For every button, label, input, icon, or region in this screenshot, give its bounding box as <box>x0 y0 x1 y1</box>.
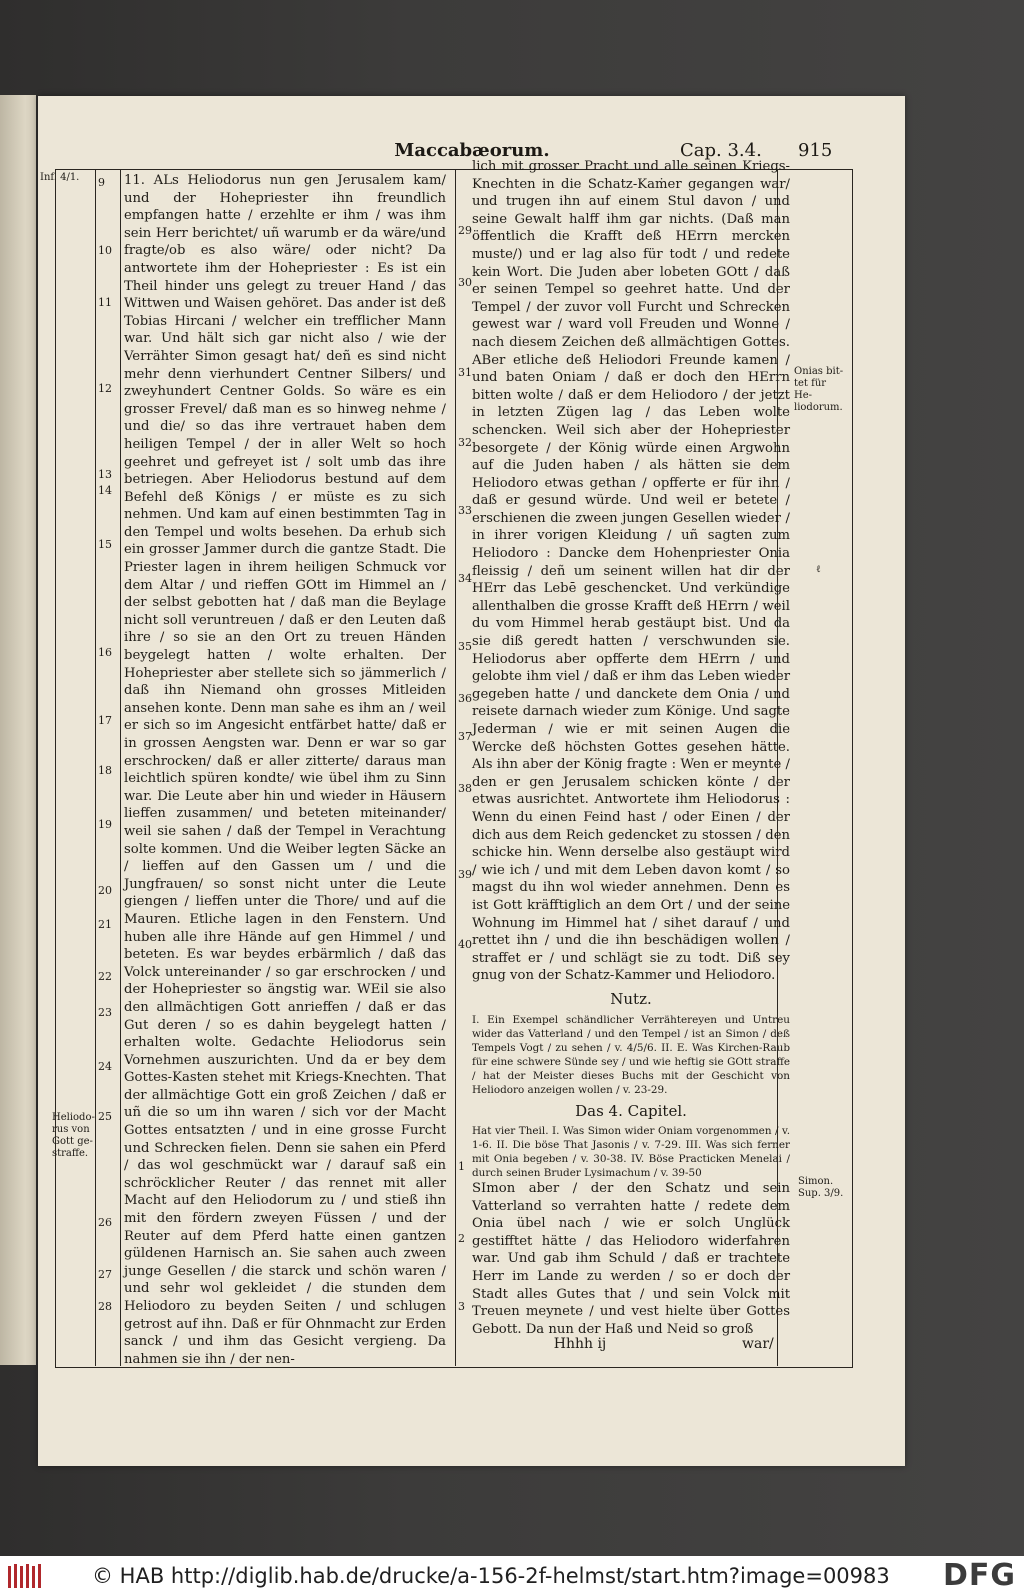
verse-number: 32 <box>458 436 472 449</box>
verse-number: 21 <box>98 918 112 931</box>
verse-number: 14 <box>98 484 112 497</box>
column-right <box>472 158 790 1358</box>
previous-page-edge <box>0 95 36 1365</box>
dfg-logo: DFG <box>942 1558 1016 1593</box>
signature-mark: Hhhh ij <box>553 1336 607 1352</box>
verse-number: 26 <box>98 1216 112 1229</box>
page-number: 915 <box>798 140 833 161</box>
chapter-label: Cap. 3.4. <box>680 140 762 161</box>
verse-number: 31 <box>458 366 472 379</box>
verse-number: 23 <box>98 1006 112 1019</box>
catchword: war/ <box>742 1336 774 1352</box>
verse-number: 35 <box>458 640 472 653</box>
running-title: Maccabæorum. <box>394 140 550 161</box>
verse-number: 33 <box>458 504 472 517</box>
verse-number: 16 <box>98 646 112 659</box>
verse-number: 27 <box>98 1268 112 1281</box>
verse-number: 37 <box>458 730 472 743</box>
column-left <box>124 172 446 1367</box>
verse-number: 3 <box>458 1300 465 1313</box>
chapter-summary: Hat vier Theil. I. Was Simon wider Oniam vorgenommen / v. 1-6. II. Die böse That Jasonis / v. 7-29. III. Was sich ferner mit Onia begeben / v. 30-38. IV. Böse Practicken Menelai / durch seinen Bruder Lysimachum / v. 39-50 <box>472 1125 790 1180</box>
nutz-text: I. Ein Exempel schändlicher Verrähtereyen und Untreu wider das Vatterland / und den Tempel / ist an Simon / deß Tempels Vogt / zu sehen / v. 4/5/6. II. E. Was Kirchen-Raub für eine schwere Sünde sey / und wie heftig sie GOtt straffe / hat der Meister dieses Buchs mit der Geschicht von Heliodoro anzeigen wollen / v. 23-29. <box>472 1013 790 1096</box>
footer-bar <box>0 1556 1024 1596</box>
margin-note-onias: Onias bit-tet für He-liodorum. <box>794 366 844 413</box>
verse-number: 40 <box>458 938 472 951</box>
verse-number: 20 <box>98 884 112 897</box>
verse-number: 11 <box>98 296 112 309</box>
margin-note-heliodorus: Heliodo-rus von Gott ge-straffe. <box>52 1112 95 1159</box>
verse-number: 10 <box>98 244 112 257</box>
verse-number: 34 <box>458 572 472 585</box>
verse-number: 28 <box>98 1300 112 1313</box>
verse-number: 36 <box>458 692 472 705</box>
verse-number: 15 <box>98 538 112 551</box>
verse-number: 12 <box>98 382 112 395</box>
verse-number: 9 <box>98 176 105 189</box>
column-divider <box>455 169 456 1366</box>
verse-number: 29 <box>458 224 472 237</box>
chapter-text: SImon aber / der den Schatz und sein Vatterland so verrahten hatte / redete dem Onia übel nach / wie er solch Unglück gestifftet hätte / das Heliodoro widerfahren war. Und gab ihm Schuld / daß er trachtete Herr im Lande zu werden / so er doch der Stadt alles Gutes that / und sein Volck mit Treuen meynete / und vest hielte über Gottes Gebott. Da nun der Haß und Neid so groß <box>472 1181 790 1337</box>
verse-number: 17 <box>98 714 112 727</box>
verse-number: 22 <box>98 970 112 983</box>
margin-note-simon: Simon. Sup. 3/9. <box>798 1176 844 1199</box>
nutz-heading: Nutz. <box>610 989 652 1008</box>
verse-number: 13 <box>98 468 112 481</box>
verse-number: 25 <box>98 1110 112 1123</box>
column-right-text: lich mit grosser Pracht und alle seinen Kriegs-Knechten in die Schatz-Kaṁer gegangen war/ und trugen ihn auf einem Stul davon / und seine Gewalt halff ihm gar nichts. (Daß man öffentlich die Krafft deß HErrn mercken muste/) und er lag also für todt / und redete kein Wort. Die Juden aber lobeten GOtt / daß er seinen Tempel so geehret hatte. Und der Tempel / der zuvor voll Furcht und Schrecken gewest war / ward voll Freuden und Wonne / nach diesem Zeichen deß allmächtigen Gottes. ABer etliche deß Heliodori Freunde kamen / und baten Oniam / daß er doch den HErrn bitten wolte / daß er dem Heliodoro / der jetzt in letzten Zügen lag / das Leben wolte schencken. Weil sich aber der Hohepriester besorgete / der König würde einen Argwohn auf die Juden haben / als hätten sie dem Heliodoro etwas gethan / opfferte er für ihn / daß er gesund würde. Und weil er betete / erschienen die zween jungen Gesellen wieder / in ihrer vorigen Kleidung / uñ sagten zum Heliodoro : Dancke dem Hohenpriester Onia fleissig / deñ um seinent willen hat dir der HErr das Lebē geschencket. Und verkündige allenthalben die grosse Krafft deß HErrn / weil du vom Himmel herab gestäupt bist. Und da sie diß geredt hatten / verschwunden sie. Heliodorus aber opfferte dem HErrn / und gelobte ihm viel / daß er ihm das Leben wieder gegeben hatte / und danckete dem Onia / und reisete darnach wieder zum Könige. Und sagte Jederman / wie er mit seinen Augen die Wercke deß höchsten Gottes gesehen hätte. Als ihn aber der König fragte : Wen er meynte / den er gen Jerusalem schicken könte / der etwas ausrichtet. Antwortete ihm Heliodorus : Wenn du einen Feind hast / oder Einen / der dich aus dem Reich gedencket zu stossen / den schicke hin. Wenn derselbe also gestäupt wird / wie ich / und mit dem Leben davon komt / so magst du ihn wol wieder annehmen. Denn es ist Gott kräfftiglich an dem Ort / und der seine Wohnung im Himmel hat / sihet darauf / und rettet ihn / und die ihn beschädigen wollen / straffet er / und schlägt sie zu todt. Diß sey gnug von der Schatz-Kammer und Heliodoro. <box>472 159 790 984</box>
verse-number: 39 <box>458 868 472 881</box>
left-margin-rule <box>95 169 96 1366</box>
chapter-heading: Das 4. Capitel. <box>575 1101 687 1120</box>
verse-number: 30 <box>458 276 472 289</box>
verse-number: 19 <box>98 818 112 831</box>
hab-logo-icon <box>6 1560 46 1592</box>
verse-number: 24 <box>98 1060 112 1073</box>
verse-number: 2 <box>458 1232 465 1245</box>
verse-number: 18 <box>98 764 112 777</box>
margin-mark: ℓ <box>816 564 821 575</box>
source-url-link[interactable]: © HAB http://diglib.hab.de/drucke/a-156-2f-helmst/start.htm?image=00983 <box>92 1564 890 1588</box>
column-left-text: 11. ALs Heliodorus nun gen Jerusalem kam/ und der Hohepriester ihn freundlich empfangen hatte / erzehlte er ihm / was ihm sein Herr berichtet/ uñ warumb er da wäre/und fragte/ob es also wäre/ oder nicht? Da antwortete ihm der Hohepriester : Es ist ein Theil hinder uns gelegt zu treuer Hand / das Wittwen und Waisen gehöret. Das ander ist deß Tobias Hircani / welcher ein trefflicher Mann war. Und hält sich gar nicht also / wie der Verrähter Simon gesagt hat/ deñ es sind nicht mehr denn vierhundert Centner Silbers/ und zweyhundert Centner Golds. So wäre es ein grosser Frevel/ daß man es so hinweg nehme / und die/ so das ihre vertrauet haben dem heiligen Tempel / der in aller Welt so hoch geehret und gefreyet ist / solt umb das ihre betriegen. Aber Heliodorus bestund auf dem Befehl deß Königs / er müste es zu sich nehmen. Und kam auf einen bestimmten Tag in den Tempel und wolts besehen. Da erhub sich ein grosser Jammer durch die gantze Stadt. Die Priester lagen in ihrem heiligen Schmuck vor dem Altar / und rieffen GOtt im Himmel an / der selbst gebotten hat / daß man die Beylage nicht soll veruntreuen / daß er den Leuten daß ihre / so sie an den Ort zu treuen Händen beygelegt hatten / wolte erhalten. Der Hohepriester aber stellete sich so jämmerlich / daß ihn Niemand ohn grosses Mitleiden ansehen konte. Denn man sahe es ihm an / weil er sich so im Angesicht entfärbet hatte/ daß er in grossen Aengsten war. Denn er war so gar erschrocken/ daß er aller zitterte/ daraus man leichtlich spüren kondte/ wie übel ihm zu Sinn war. Die Leute aber hin und wieder in Häusern lieffen zusammen/ und beteten miteinander/ weil sie sahen / daß der Tempel in Verachtung solte kommen. Und die Weiber legten Säcke an / lieffen auf den Gassen um / und die Jungfrauen/ so sonst nicht unter die Leute giengen / lieffen unter die Thore/ und auf die Mauren. Etliche lagen in den Fenstern. Und huben alle ihre Hände auf gen Himmel / und beteten. Es war beydes erbärmlich / daß das Volck untereinander / so gar erschrocken / und der Hohepriester so ängstig war. WEil sie also den allmächtigen Gott anrieffen / daß er das Gut deren / so es dahin beygelegt hatten / erhalten wolte. Gedachte Heliodorus sein Vornehmen auszurichten. Und da er bey dem Gottes-Kasten stehet mit Kriegs-Knechten. That der allmächtige Gott ein groß Zeichen / daß er uñ die so um ihn waren / sich vor der Macht Gottes entsatzten / und in eine grosse Furcht und Schrecken fielen. Denn sie sahen ein Pferd / das wol geschmückt war / darauf saß ein schröcklicher Reuter / das rennet mit aller Macht auf den Heliodorum zu / und stieß ihn mit den fördern zweyen Füssen / und der Reuter auf dem Pferd hatte einen gantzen güldenen Harnisch an. Sie sahen auch zween junge Gesellen / die starck und schön waren / und sehr wol gekleidet / die stunden dem Heliodoro zu beyden Seiten / und schlugen getrost auf ihn. Daß er für Ohnmacht zur Erden sanck / und ihm das Gesicht vergieng. Da nahmen sie ihn / der nen- <box>124 173 446 1367</box>
verse-number: 1 <box>458 1160 465 1173</box>
margin-note-ref: Inf. 4/1. <box>40 172 80 183</box>
verse-number-rule <box>120 169 121 1366</box>
verse-number: 38 <box>458 782 472 795</box>
